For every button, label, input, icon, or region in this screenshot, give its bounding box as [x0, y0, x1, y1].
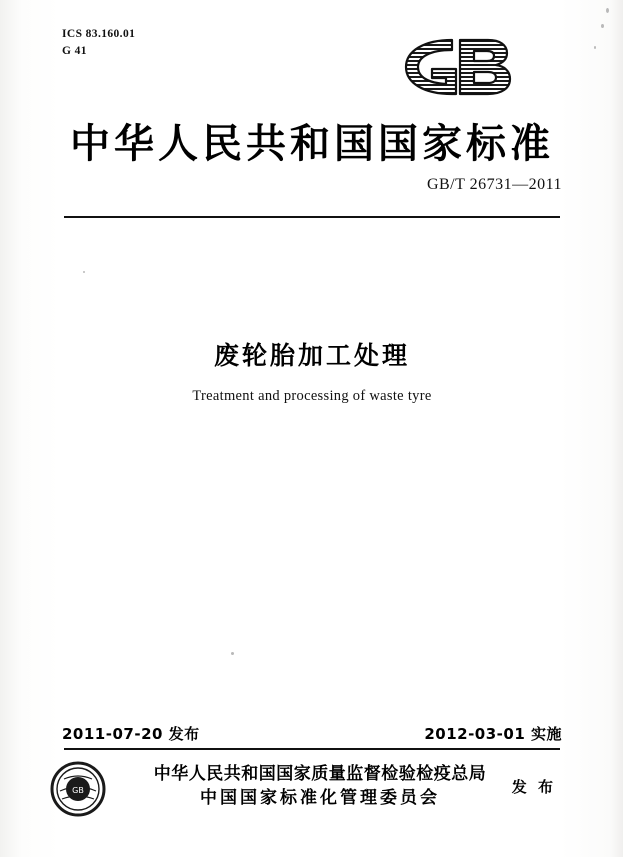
scan-speck [606, 8, 609, 13]
issue-label: 发 布 [511, 778, 556, 796]
ics-block [62, 26, 135, 59]
issuer-organization-secondary: 中国国家标准化管理委员会 [200, 788, 440, 809]
document-title-chinese: 废轮胎加工处理 [213, 341, 410, 370]
svg-text:GB: GB [72, 786, 84, 795]
scan-speck [594, 46, 596, 49]
dates-row [62, 723, 562, 745]
gb-logo-icon [402, 36, 514, 98]
classification-code: G 41 [62, 44, 87, 57]
issuer-block [120, 762, 556, 810]
ics-code: ICS 83.160.01 [62, 28, 136, 40]
header-divider [64, 216, 560, 218]
national-standard-title: 中华人民共和国国家标准 [70, 121, 554, 167]
implement-date: 2012-03-01 实施 [424, 725, 562, 743]
document-title-english: Treatment and processing of waste tyre [192, 388, 432, 404]
publish-date: 2011-07-20 发布 [62, 725, 200, 743]
standard-number: GB/T 26731—2011 [426, 176, 562, 193]
cover-content [62, 26, 562, 826]
scan-speck [601, 24, 604, 28]
footer-divider [64, 748, 560, 750]
issuer-organization-primary: 中华人民共和国国家质量监督检验检疫总局 [153, 764, 487, 784]
official-seal-icon [50, 761, 106, 817]
